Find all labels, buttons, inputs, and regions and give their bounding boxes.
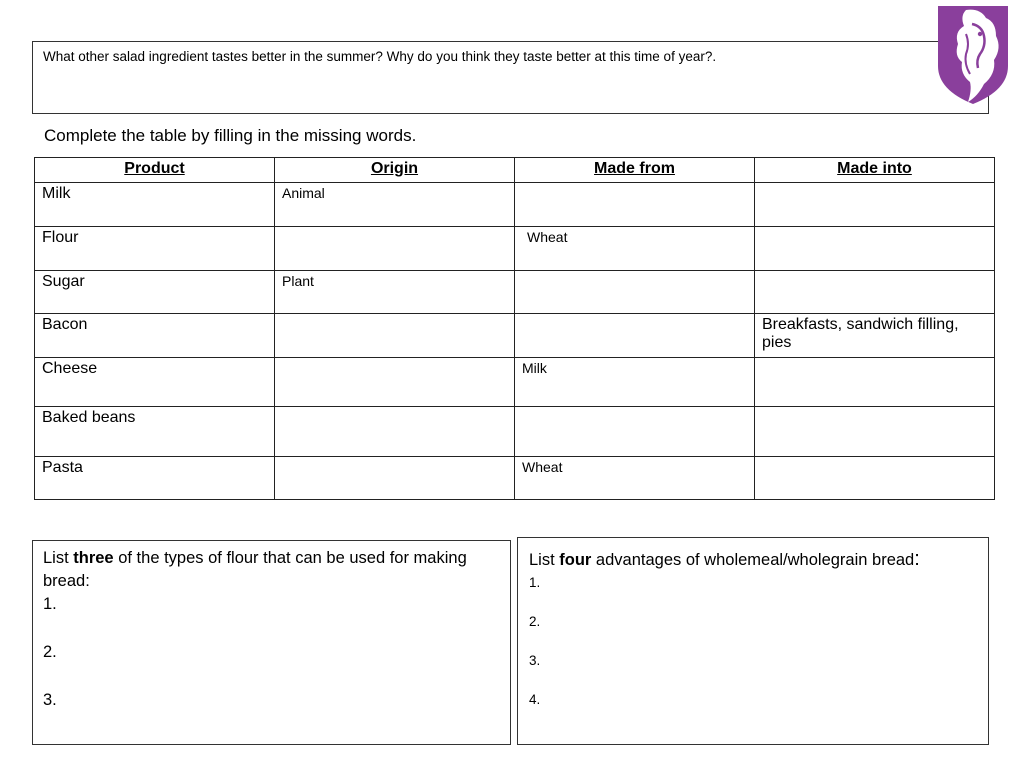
- table-row: [35, 314, 995, 358]
- table-header-row: [35, 158, 995, 183]
- cell-product: Pasta: [35, 457, 275, 500]
- cell-made-from[interactable]: [515, 183, 755, 227]
- bread-task-emphasis: four: [559, 551, 592, 569]
- bread-item-2: 2.: [529, 614, 541, 629]
- flour-types-box[interactable]: [32, 540, 511, 745]
- table-row: [35, 227, 995, 271]
- cell-made-into[interactable]: [755, 227, 995, 271]
- cell-origin[interactable]: Plant: [275, 271, 515, 314]
- bread-advantages-box[interactable]: [517, 537, 989, 745]
- bread-item-4: 4.: [529, 692, 541, 707]
- table-row: [35, 358, 995, 407]
- cell-made-from[interactable]: Milk: [515, 358, 755, 407]
- header-made-into: Made into: [755, 158, 995, 183]
- flour-item-2: 2.: [43, 643, 57, 661]
- bread-task-title: [529, 548, 977, 571]
- cell-made-from[interactable]: Wheat: [515, 227, 755, 271]
- cell-product: Bacon: [35, 314, 275, 358]
- bread-task-colon: :: [914, 548, 920, 570]
- cell-made-into[interactable]: [755, 271, 995, 314]
- cell-origin[interactable]: [275, 457, 515, 500]
- cell-product: Sugar: [35, 271, 275, 314]
- cell-made-into[interactable]: [755, 183, 995, 227]
- flour-task-prefix: List: [43, 549, 74, 567]
- flour-item-1: 1.: [43, 595, 57, 613]
- flour-task-title: [43, 547, 500, 593]
- bread-task-suffix: advantages of wholemeal/wholegrain bread: [591, 551, 915, 569]
- cell-origin[interactable]: [275, 314, 515, 358]
- header-made-from: Made from: [515, 158, 755, 183]
- table-row: [35, 271, 995, 314]
- bread-item-1: 1.: [529, 575, 541, 590]
- cell-origin[interactable]: Animal: [275, 183, 515, 227]
- cell-made-into[interactable]: [755, 358, 995, 407]
- cell-product: Milk: [35, 183, 275, 227]
- bread-task-prefix: List: [529, 551, 560, 569]
- table-row: [35, 407, 995, 457]
- cell-made-from[interactable]: Wheat: [515, 457, 755, 500]
- table-instruction: Complete the table by filling in the missing words.: [44, 126, 417, 145]
- table-row: [35, 183, 995, 227]
- cell-origin[interactable]: [275, 227, 515, 271]
- cell-made-from[interactable]: [515, 314, 755, 358]
- table-row: [35, 457, 995, 500]
- bread-item-3: 3.: [529, 653, 541, 668]
- flour-task-emphasis: three: [73, 549, 114, 567]
- cell-made-into[interactable]: [755, 407, 995, 457]
- cell-product: Cheese: [35, 358, 275, 407]
- header-product: Product: [35, 158, 275, 183]
- question-text: What other salad ingredient tastes better in the summer? Why do you think they taste better at this time of year?.: [43, 49, 717, 64]
- cell-made-from[interactable]: [515, 271, 755, 314]
- cell-product: Flour: [35, 227, 275, 271]
- flour-task-suffix: of the types of flour that can be used for making bread:: [43, 549, 467, 590]
- header-origin: Origin: [275, 158, 515, 183]
- cell-product: Baked beans: [35, 407, 275, 457]
- question-box[interactable]: [32, 41, 989, 114]
- cell-made-from[interactable]: [515, 407, 755, 457]
- cell-made-into[interactable]: Breakfasts, sandwich filling, pies: [755, 314, 995, 358]
- cell-made-into[interactable]: [755, 457, 995, 500]
- flour-item-3: 3.: [43, 691, 57, 709]
- lion-head-shield-icon: [936, 4, 1010, 106]
- cell-origin[interactable]: [275, 358, 515, 407]
- cell-origin[interactable]: [275, 407, 515, 457]
- fill-in-table: [34, 157, 995, 500]
